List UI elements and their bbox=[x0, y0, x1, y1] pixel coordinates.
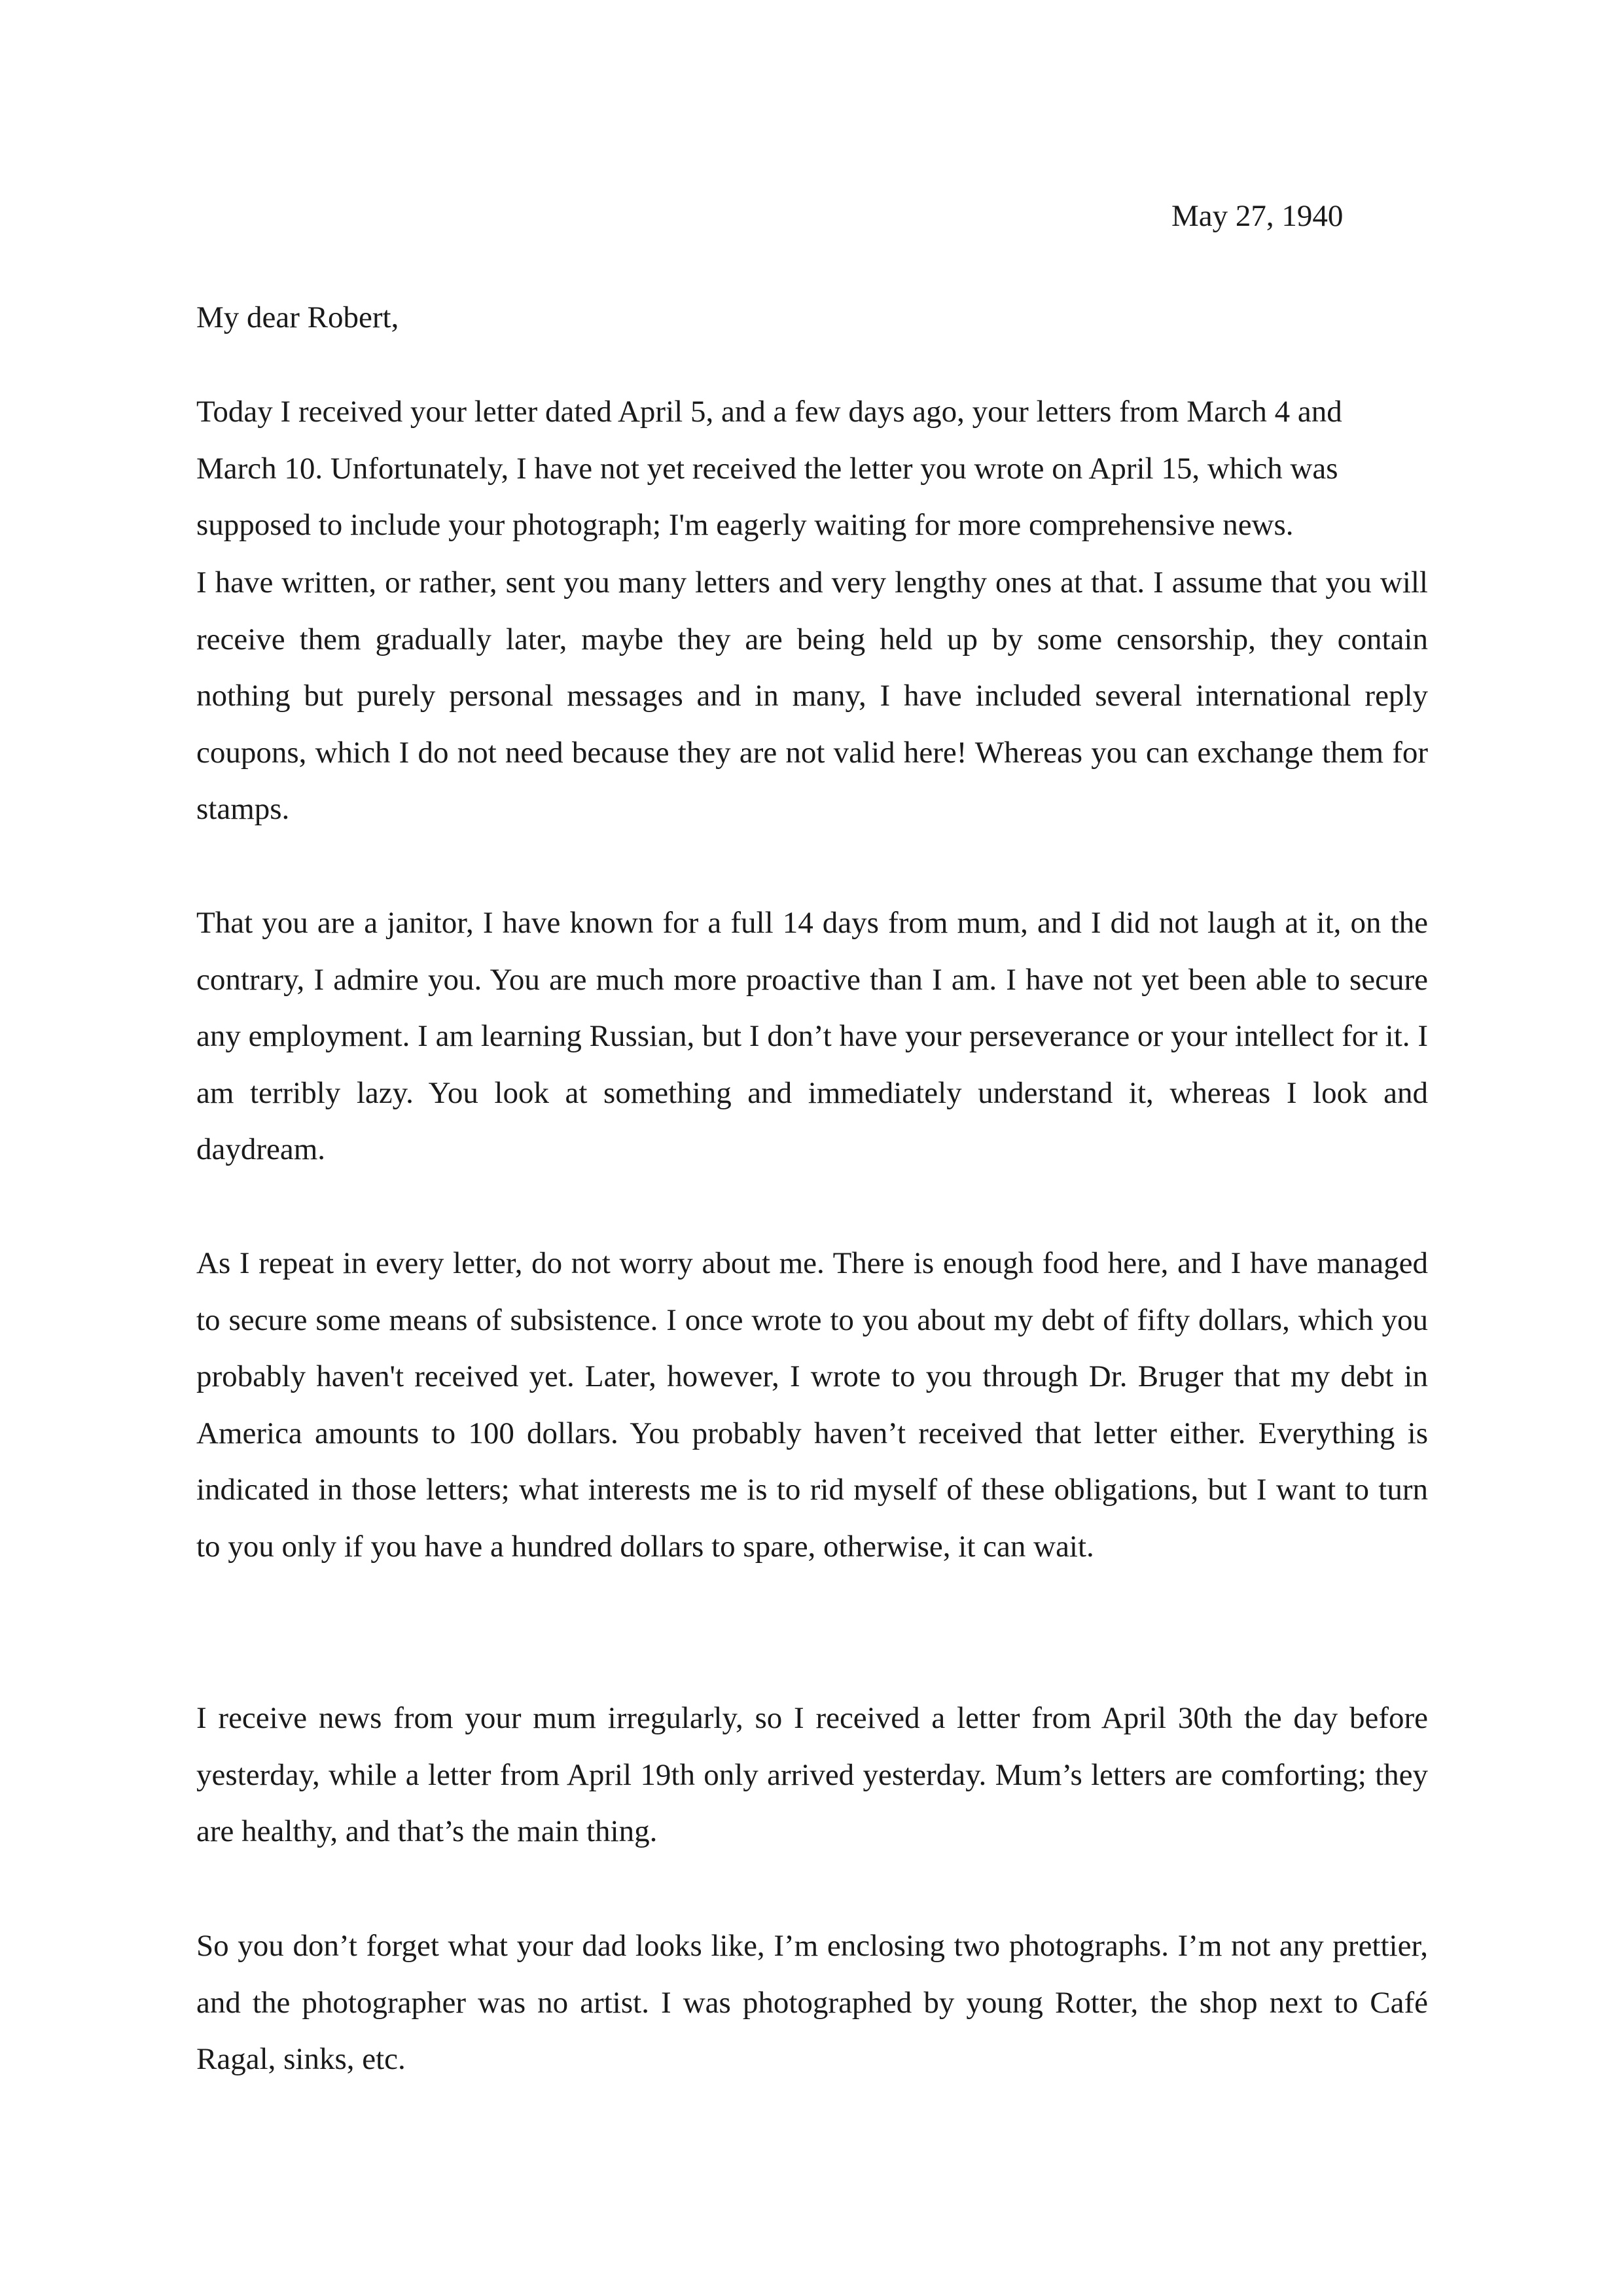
paragraph-6: So you don’t forget what your dad looks like, I’m enclosing two photographs. I’m not any prettier, and the photographer was no artist. I was photographed by young Rotter, the shop next to Café Ragal, sinks, etc. bbox=[196, 1929, 1428, 2076]
paragraph-1: Today I received your letter dated April 5, and a few days ago, your letters from March 4 and March 10. Unfortunately, I have not yet received the letter you wrote on April 15, which was supposed to include your photograph; I'm eagerly waiting for more comprehensive news. bbox=[196, 395, 1342, 542]
paragraph-5: I receive news from your mum irregularly, so I received a letter from April 30th the day before yesterday, while a letter from April 19th only arrived yesterday. Mum’s letters are comforting; they are healthy, and that’s the main thing. bbox=[196, 1701, 1428, 1848]
paragraph-3: That you are a janitor, I have known for a full 14 days from mum, and I did not laugh at it, on the contrary, I admire you. You are much more proactive than I am. I have not yet been able to secure any employment. I am learning Russian, but I don’t have your perseverance or your intellect for it. I am terribly lazy. You look at something and immediately understand it, whereas I look and daydream. bbox=[196, 906, 1428, 1166]
salutation: My dear Robert, bbox=[196, 300, 399, 334]
paragraph-4: As I repeat in every letter, do not worry about me. There is enough food here, and I have managed to secure some means of subsistence. I once wrote to you about my debt of fifty dollars, which you probably haven't received yet. Later, however, I wrote to you through Dr. Bruger that my debt in America amounts to 100 dollars. You probably haven’t received that letter either. Everything is indicated in those letters; what interests me is to rid myself of these obligations, but I want to turn to you only if you have a hundred dollars to spare, otherwise, it can wait. bbox=[196, 1246, 1428, 1564]
paragraph-2: I have written, or rather, sent you many letters and very lengthy ones at that. I assume that you will receive them gradually later, maybe they are being held up by some censorship, they contain nothing but purely personal messages and in many, I have included several international reply coupons, which I do not need because they are not valid here! Whereas you can exchange them for stamps. bbox=[196, 565, 1428, 826]
letter-date: May 27, 1940 bbox=[1171, 199, 1344, 233]
